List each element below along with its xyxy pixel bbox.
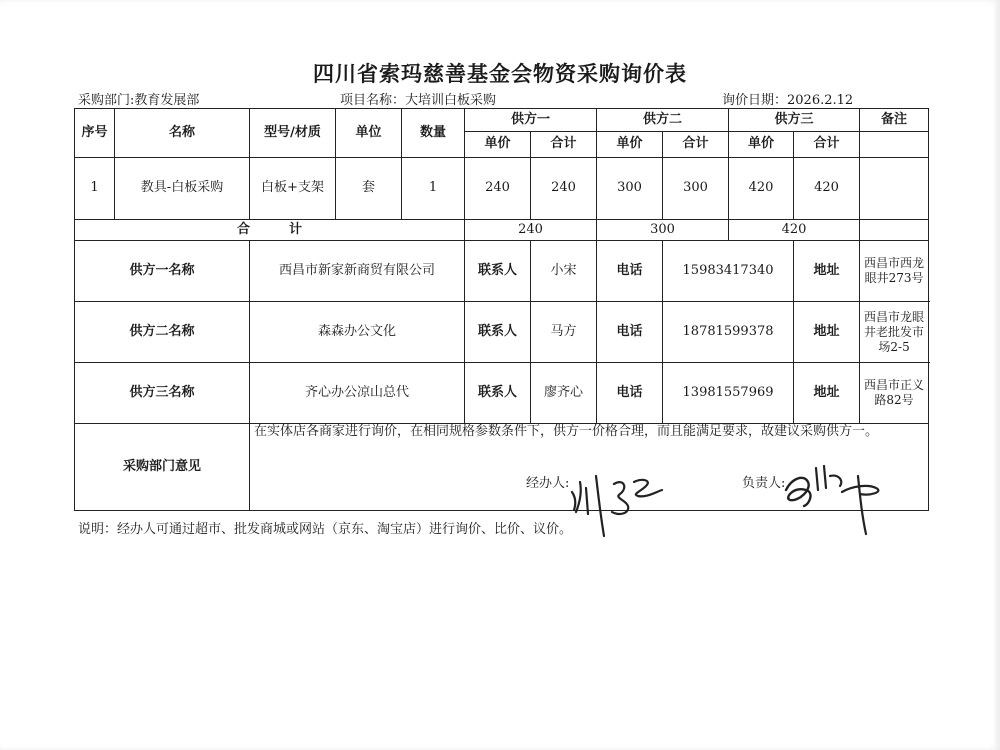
totals-label: 合 计 [75,220,465,241]
supplier3-phone: 13981557969 [663,363,794,424]
supplier1-label: 供方一名称 [75,241,250,302]
supplier3-address-label: 地址 [794,363,860,424]
supplier-row-3 [75,363,929,424]
supplier2-phone-label: 电话 [597,302,663,363]
header-supplier2: 供方二 [597,109,729,132]
totals-supplier3: 420 [729,220,860,241]
supplier2-name: 森森办公文化 [250,302,465,363]
header-supplier1: 供方一 [465,109,597,132]
item-s3-price: 420 [729,158,794,220]
supplier2-phone: 18781599378 [663,302,794,363]
supplier2-contact-label: 联系人 [465,302,531,363]
inquiry-table [74,108,929,511]
supplier1-name: 西昌市新家新商贸有限公司 [250,241,465,302]
header-remark-blank [860,132,929,158]
supplier1-contact-label: 联系人 [465,241,531,302]
header-seq: 序号 [75,109,115,158]
item-s2-price: 300 [597,158,663,220]
header-name: 名称 [115,109,250,158]
item-remark [860,158,929,220]
header-s2-subtotal: 合计 [663,132,729,158]
header-qty: 数量 [402,109,465,158]
item-model: 白板+支架 [250,158,336,220]
header-model: 型号/材质 [250,109,336,158]
header-s3-unit-price: 单价 [729,132,794,158]
handler-signature-icon [566,462,676,540]
opinion-label: 采购部门意见 [75,424,250,511]
supplier3-contact-label: 联系人 [465,363,531,424]
supplier3-name: 齐心办公凉山总代 [250,363,465,424]
item-name: 教具-白板采购 [115,158,250,220]
item-unit: 套 [336,158,402,220]
footnote: 说明：经办人可通过超市、批发商城或网站（京东、淘宝店）进行询价、比价、议价。 [78,522,573,537]
document-title: 四川省索玛慈善基金会物资采购询价表 [313,61,687,86]
supplier2-label: 供方二名称 [75,302,250,363]
supplier2-address-label: 地址 [794,302,860,363]
supplier1-address: 西昌市西龙眼井273号 [860,241,929,302]
supplier1-contact: 小宋 [531,241,597,302]
supplier3-contact: 廖齐心 [531,363,597,424]
item-qty: 1 [402,158,465,220]
supplier1-address-label: 地址 [794,241,860,302]
responsible-label: 负责人: [742,476,786,491]
department-field: 采购部门:教育发展部 [78,93,200,108]
opinion-text: 在实体店各商家进行询价，在相同规格参数条件下，供方一价格合理，而且能满足要求，故建议采购供方一。 [250,424,929,511]
header-s1-subtotal: 合计 [531,132,597,158]
totals-remark [860,220,929,241]
item-s1-price: 240 [465,158,531,220]
handler-label: 经办人: [526,476,570,491]
header-unit: 单位 [336,109,402,158]
header-s2-unit-price: 单价 [597,132,663,158]
supplier2-address: 西昌市龙眼井老批发市场2-5 [860,302,929,363]
header-s1-unit-price: 单价 [465,132,531,158]
supplier-row-1 [75,241,929,302]
item-seq: 1 [75,158,115,220]
totals-supplier1: 240 [465,220,597,241]
responsible-signature-icon [780,456,895,538]
header-s3-subtotal: 合计 [794,132,860,158]
item-s1-total: 240 [531,158,597,220]
supplier3-address: 西昌市正义路82号 [860,363,929,424]
table-header-row [75,109,929,132]
project-name-field: 项目名称：大培训白板采购 [340,93,497,108]
totals-supplier2: 300 [597,220,729,241]
supplier1-phone: 15983417340 [663,241,794,302]
inquiry-date-field: 询价日期：2026.2.12 [722,93,854,108]
supplier3-phone-label: 电话 [597,363,663,424]
totals-row [75,220,929,241]
supplier1-phone-label: 电话 [597,241,663,302]
table-row [75,158,929,220]
item-s2-total: 300 [663,158,729,220]
supplier3-label: 供方三名称 [75,363,250,424]
header-supplier3: 供方三 [729,109,860,132]
header-remark: 备注 [860,109,929,132]
supplier-row-2 [75,302,929,363]
supplier2-contact: 马方 [531,302,597,363]
item-s3-total: 420 [794,158,860,220]
